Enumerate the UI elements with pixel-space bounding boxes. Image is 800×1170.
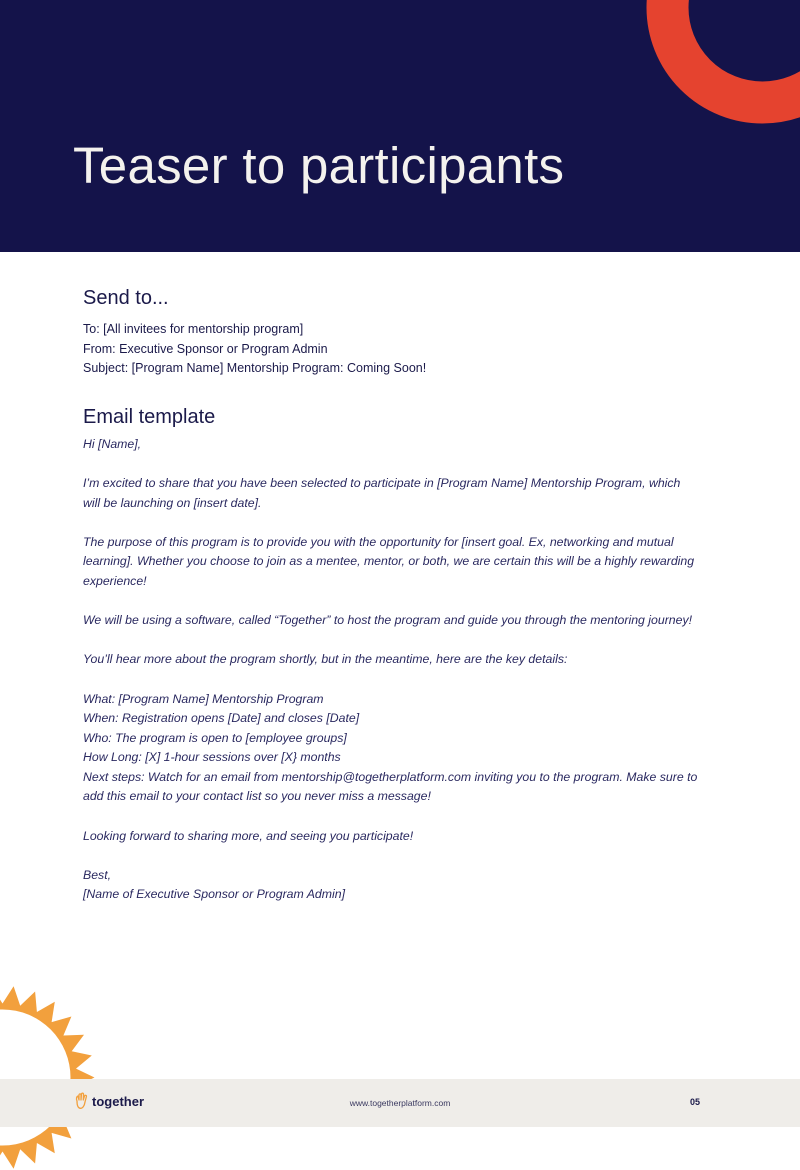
email-line: Looking forward to sharing more, and seeing you participate! — [83, 827, 723, 847]
detail-how-long: How Long: [X] 1-hour sessions over [X} months — [83, 748, 723, 768]
email-line: You’ll hear more about the program shortly, but in the meantime, here are the key details: — [83, 650, 723, 670]
page-title: Teaser to participants — [73, 136, 564, 195]
email-signature: [Name of Executive Sponsor or Program Admin] — [83, 885, 723, 905]
footer-url[interactable]: www.togetherplatform.com — [0, 1098, 800, 1108]
email-line: Hi [Name], — [83, 435, 723, 455]
decorative-starburst — [0, 985, 95, 1170]
email-line: The purpose of this program is to provide you with the opportunity for [insert goal. Ex, networking and mutual — [83, 533, 723, 553]
email-body — [83, 435, 723, 905]
detail-next-steps: Next steps: Watch for an email from mentorship@togetherplatform.com inviting you to the program. Make sure to — [83, 768, 723, 788]
send-to-line-to: To: [All invitees for mentorship program] — [83, 320, 723, 340]
footer — [0, 1079, 800, 1127]
email-key-details — [83, 690, 723, 808]
email-line: will be launching on [insert date]. — [83, 494, 723, 514]
detail-what: What: [Program Name] Mentorship Program — [83, 690, 723, 710]
send-to-heading: Send to... — [83, 284, 723, 312]
send-to-section — [83, 284, 723, 379]
detail-next-steps-cont: add this email to your contact list so you never miss a message! — [83, 787, 723, 807]
email-template-section — [83, 403, 723, 905]
email-line: We will be using a software, called “Together” to host the program and guide you through the mentoring journey! — [83, 611, 723, 631]
email-line: learning]. Whether you choose to join as a mentee, mentor, or both, we are certain this will be a highly rewarding — [83, 552, 723, 572]
email-signoff — [83, 866, 723, 905]
detail-who: Who: The program is open to [employee groups] — [83, 729, 723, 749]
email-paragraph-details-intro — [83, 650, 723, 670]
email-paragraph-software — [83, 611, 723, 631]
email-line: Best, — [83, 866, 723, 886]
email-paragraph-intro — [83, 474, 723, 513]
email-paragraph-purpose — [83, 533, 723, 592]
page-number: 05 — [690, 1097, 700, 1107]
send-to-lines — [83, 320, 723, 379]
decorative-ring — [640, 0, 800, 130]
email-line: I’m excited to share that you have been selected to participate in [Program Name] Mentorship Program, which — [83, 474, 723, 494]
main-content — [83, 284, 723, 925]
email-line: experience! — [83, 572, 723, 592]
email-greeting — [83, 435, 723, 455]
detail-when: When: Registration opens [Date] and closes [Date] — [83, 709, 723, 729]
email-template-heading: Email template — [83, 403, 723, 431]
send-to-line-from: From: Executive Sponsor or Program Admin — [83, 340, 723, 360]
email-paragraph-closing — [83, 827, 723, 847]
send-to-line-subject: Subject: [Program Name] Mentorship Program: Coming Soon! — [83, 359, 723, 379]
footer-logo-text: together — [92, 1094, 144, 1109]
header-banner — [0, 0, 800, 252]
